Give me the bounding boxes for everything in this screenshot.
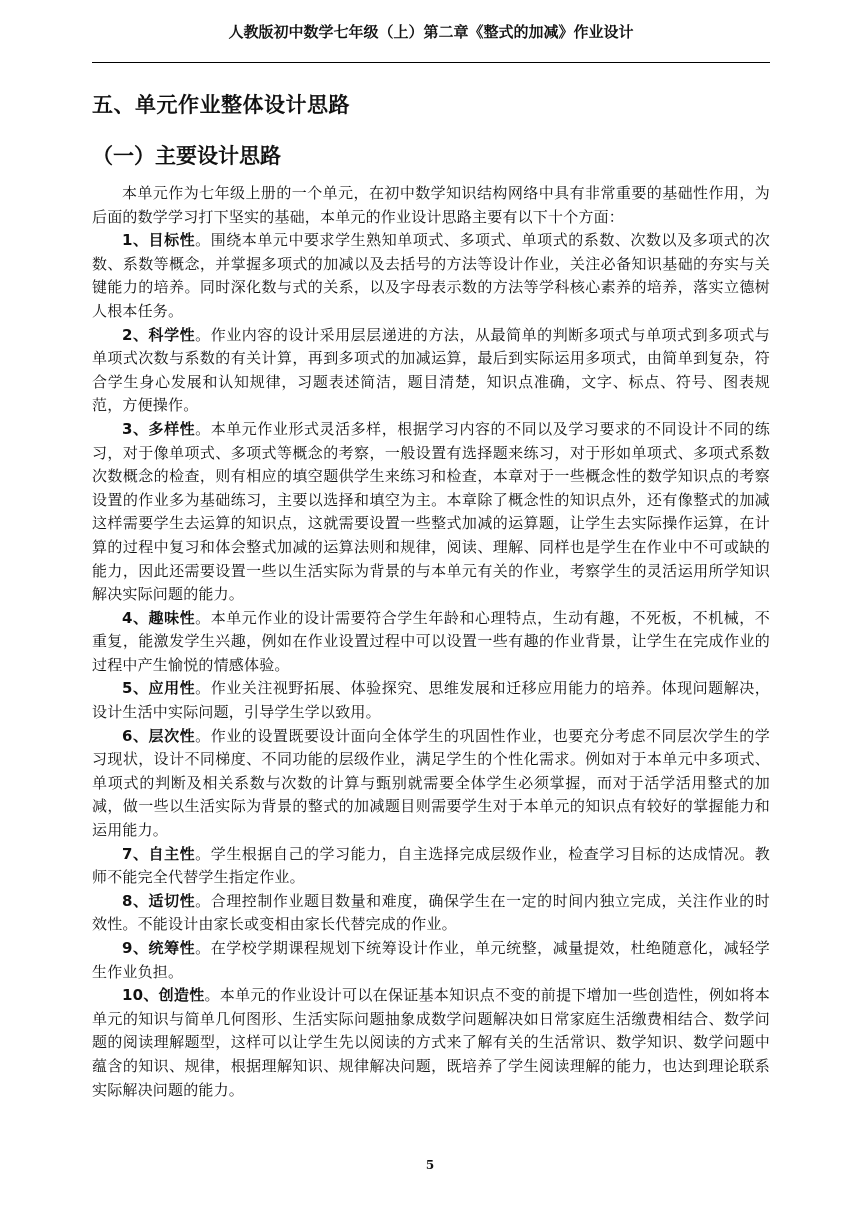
point-text: 。围绕本单元中要求学生熟知单项式、多项式、单项式的系数、次数以及多项式的次数、系数等概念，并掌握多项式的加减以及去括号的方法等设计作业，关注必备知识基础的夯实与关键能力的培养。同时深化数与式的关系，以及字母表示数的方法等学科核心素养的培养，落实立德树人根本任务。: [92, 231, 771, 320]
point-text: 。作业的设置既要设计面向全体学生的巩固性作业，也要充分考虑不同层次学生的学习现状，设计不同梯度、不同功能的层级作业，满足学生的个性化需求。例如对于本单元中多项式、单项式的判断及相关系数与次数的计算与甄别就需要全体学生必须掌握，而对于活学活用整式的加减，做一些以生活实际为背景的整式的加减题目则需要学生对于本单元的知识点有较好的掌握能力和运用能力。: [92, 726, 771, 840]
point-text: 。学生根据自己的学习能力，自主选择完成层级作业，检查学习目标的达成情况。教师不能完全代替学生指定作业。: [92, 844, 771, 887]
point-label: 2、科学性: [122, 325, 196, 344]
point-label: 1、目标性: [122, 231, 196, 250]
point-paragraph: [92, 229, 770, 323]
point-text: 。本单元作业的设计需要符合学生年龄和心理特点，生动有趣，不死板，不机械，不重复，能激发学生兴趣，例如在作业设置过程中可以设置一些有趣的作业背景，让学生在完成作业的过程中产生愉悦的情感体验。: [92, 608, 771, 674]
page-number: 5: [425, 1158, 435, 1172]
point-label: 9、统筹性: [122, 939, 196, 957]
point-label: 6、层次性: [122, 726, 196, 745]
point-paragraph: [92, 677, 770, 724]
point-label: 5、应用性: [122, 679, 196, 698]
point-text: 。作业关注视野拓展、体验探究、思维发展和迁移应用能力的培养。体现问题解决，设计生活中实际问题，引导学生学以致用。: [92, 679, 771, 722]
point-paragraph: [92, 607, 770, 678]
header-divider: [92, 62, 770, 63]
point-text: 。合理控制作业题目数量和难度，确保学生在一定的时间内独立完成，关注作业的时效性。不能设计由家长或变相由家长代替完成的作业。: [92, 891, 771, 934]
point-label: 8、适切性: [122, 891, 196, 910]
point-label: 3、多样性: [122, 419, 196, 438]
point-paragraph: [92, 984, 770, 1102]
section-heading: 五、单元作业整体设计思路: [92, 93, 350, 117]
point-label: 4、趣味性: [122, 608, 196, 627]
point-text: 。在学校学期课程规划下统筹设计作业，单元统整，减量提效，杜绝随意化，减轻学生作业负担。: [92, 939, 771, 981]
intro-paragraph: 本单元作为七年级上册的一个单元，在初中数学知识结构网络中具有非常重要的基础性作用，为后面的数学学习打下坚实的基础，本单元的作业设计思路主要有以下十个方面：: [92, 184, 770, 226]
point-paragraph: [92, 937, 770, 984]
point-label: 7、自主性: [122, 844, 196, 863]
point-text: 。本单元作业形式灵活多样，根据学习内容的不同以及学习要求的不同设计不同的练习，对于像单项式、多项式等概念的考察，一般设置有选择题来练习，对于形如单项式、多项式系数次数概念的检查，则有相应的填空题供学生来练习和检查，本章对于一些概念性的数学知识点的考察设置的作业多为基础练习，主要以选择和填空为主。本章除了概念性的知识点外，还有像整式的加减这样需要学生去运算的知识点，这就需要设置一些整式加减的运算题，让学生去实际操作运算，在计算的过程中复习和体会整式加减的运算法则和规律，阅读、理解、同样也是学生在作业中不可或缺的能力，因此还需要设置一些以生活实际为背景的与本单元有关的作业，考察学生的灵活运用所学知识解决实际问题的能力。: [92, 419, 771, 604]
subsection-heading: （一）主要设计思路: [92, 144, 281, 168]
point-text: 。作业内容的设计采用层层递进的方法，从最简单的判断多项式与单项式到多项式与单项式次数与系数的有关计算，再到多项式的加减运算，最后到实际运用多项式，由简单到复杂，符合学生身心发展和认知规律，习题表述简洁，题目清楚，知识点准确，文字、标点、符号、图表规范，方便操作。: [92, 325, 771, 415]
document-body: [92, 85, 770, 1102]
point-paragraph: [92, 890, 770, 937]
point-paragraph: [92, 843, 770, 890]
point-label: 10、创造性: [122, 986, 205, 1005]
page-header-title: 人教版初中数学七年级（上）第二章《整式的加减》作业设计: [228, 23, 634, 41]
point-text: 。本单元的作业设计可以在保证基本知识点不变的前提下增加一些创造性，例如将本单元的知识与简单几何图形、生活实际问题抽象成数学问题解决如日常家庭生活缴费相结合、数学问题的阅读理解题型，这样可以让学生先以阅读的方式来了解有关的生活常识、数学知识、数学问题中蕴含的知识、规律，根据理解知识、规律解决问题，既培养了学生阅读理解的能力，也达到理论联系实际解决问题的能力。: [92, 986, 771, 1099]
point-paragraph: [92, 418, 770, 607]
point-paragraph: [92, 324, 770, 418]
point-paragraph: [92, 725, 770, 843]
